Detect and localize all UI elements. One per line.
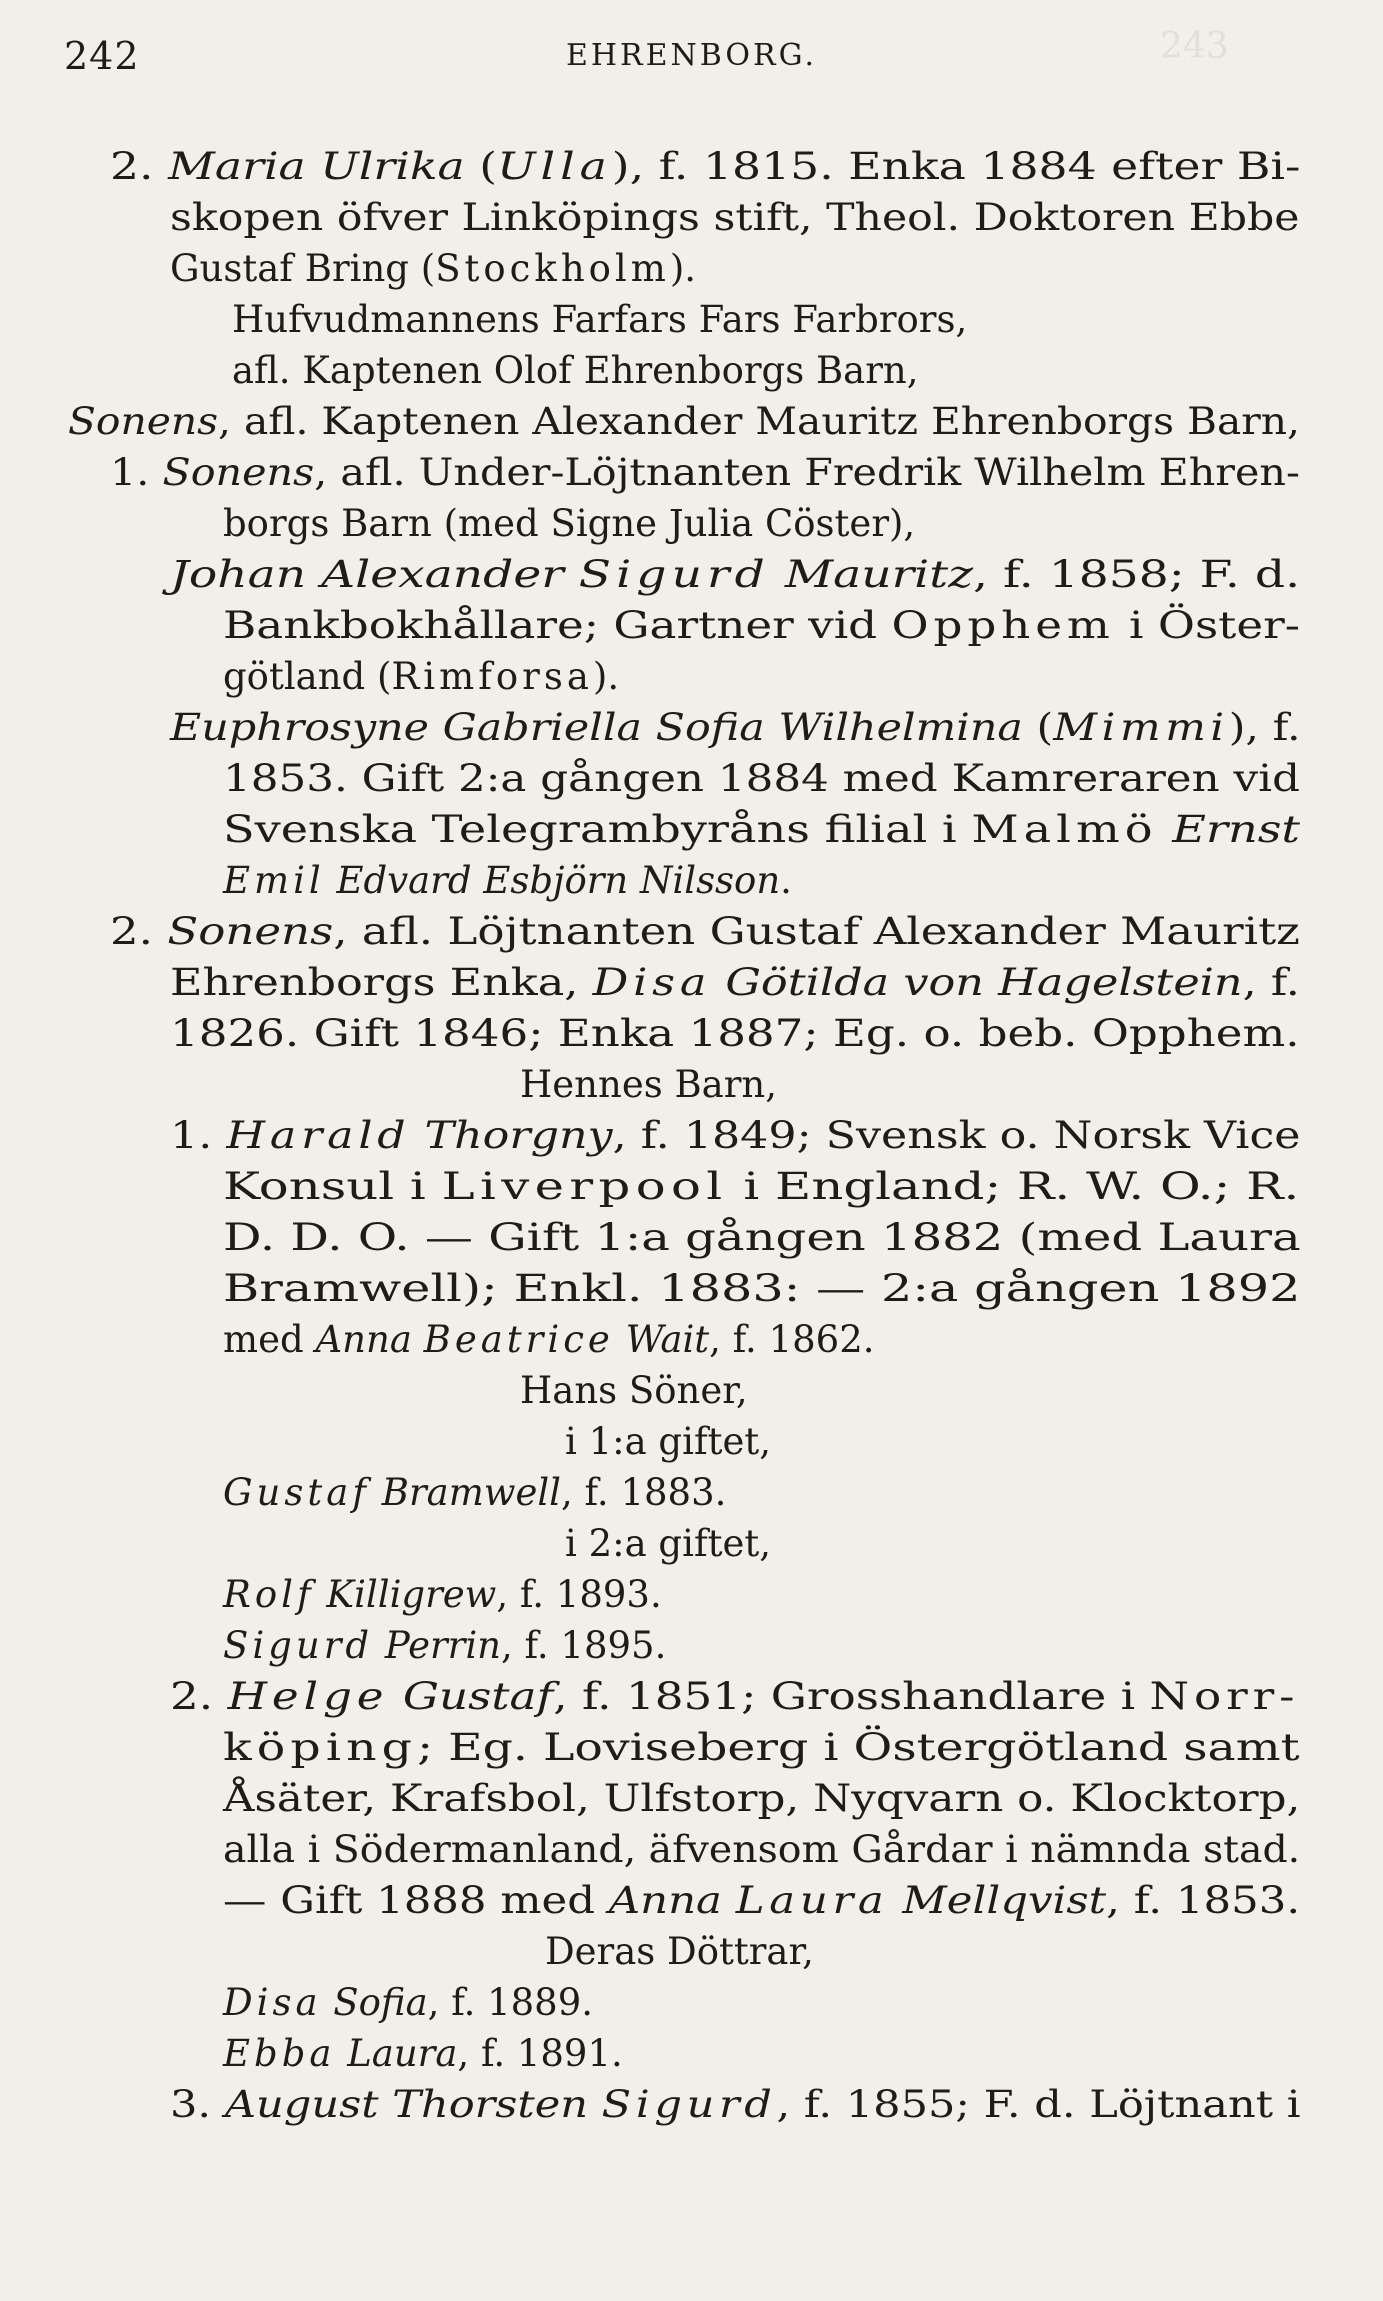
italic-name: Helge — [227, 1675, 389, 1718]
italic-name: Harald — [226, 1114, 411, 1157]
text-segment: Stockholm — [435, 247, 670, 290]
text-line — [223, 1315, 875, 1367]
text-line — [170, 550, 1300, 602]
running-head: EHRENBORG. — [565, 38, 817, 73]
text-segment: i Öster- — [1114, 604, 1301, 647]
text-segment: i England; R. W. O.; R. — [727, 1165, 1300, 1208]
text-line — [223, 754, 1300, 806]
text-segment: , f. 1889. — [427, 1981, 594, 2024]
text-segment: skopen öfver Linköpings stift, Theol. Doktoren Ebbe — [170, 196, 1300, 239]
text-segment — [1158, 808, 1173, 851]
text-segment: — Gift 1888 med — [223, 1879, 609, 1922]
text-line — [565, 1519, 771, 1571]
italic-name: Gustaf — [388, 1675, 554, 1718]
italic-name: Sigurd — [601, 2083, 777, 2126]
italic-name: Ernst — [1172, 808, 1300, 851]
text-line — [170, 1111, 1301, 1163]
text-segment: 1853. Gift 2:a gången 1884 med Kamreraren vid — [223, 757, 1301, 800]
text-segment: . — [780, 859, 792, 902]
text-line — [223, 1213, 1301, 1265]
text-segment: 1. — [170, 1114, 227, 1157]
italic-name: Mimmi — [1053, 706, 1229, 749]
text-segment: D. D. O. — Gift 1:a gången 1882 (med Laura — [223, 1216, 1301, 1259]
italic-name: Disa — [223, 1981, 322, 2024]
text-line — [223, 1825, 1300, 1877]
text-segment: Konsul i — [223, 1165, 442, 1208]
text-segment: borgs Barn (med Signe Julia Cöster), — [223, 502, 916, 545]
text-segment: Opphem — [891, 604, 1115, 647]
italic-name: Gustaf — [223, 1471, 370, 1514]
text-line — [232, 346, 919, 398]
italic-name: Sofia — [321, 1981, 428, 2024]
text-segment — [412, 1318, 424, 1361]
italic-name: Perrin — [373, 1624, 502, 1667]
text-line — [223, 1723, 1300, 1775]
italic-name: Sigurd — [578, 553, 770, 596]
text-segment: 2. — [170, 1675, 228, 1718]
text-segment: , f. — [1242, 961, 1300, 1004]
italic-name: Anna — [608, 1879, 722, 1922]
text-segment: afl. Kaptenen Olof Ehrenborgs Barn, — [232, 349, 919, 392]
text-segment: Gustaf Bring ( — [170, 247, 436, 290]
text-segment: 3. — [170, 2083, 225, 2126]
text-segment: Hufvudmannens Farfars Fars Farbrors, — [232, 298, 968, 341]
text-line — [223, 1876, 1300, 1928]
text-line — [223, 1978, 593, 2030]
italic-name: Thorgny — [410, 1114, 613, 1157]
text-segment: ( — [464, 145, 498, 188]
text-segment: alla i Södermanland, äfvensom Gårdar i nämnda stad. — [223, 1828, 1301, 1871]
text-segment: , f. 1855; F. d. Löjtnant i — [776, 2083, 1301, 2126]
text-line — [223, 601, 1300, 653]
text-segment: , f. 1883. — [561, 1471, 727, 1514]
text-segment: , f. 1858; F. d. — [973, 553, 1301, 596]
text-segment: köping — [223, 1726, 418, 1769]
text-line — [170, 244, 696, 296]
text-segment: i 2:a giftet, — [565, 1522, 772, 1565]
text-segment: Bankbokhållare; Gartner vid — [223, 604, 892, 647]
text-line — [170, 1672, 1299, 1724]
text-line — [223, 652, 619, 704]
text-segment: Svenska Telegrambyråns filial i — [223, 808, 972, 851]
italic-name: Emil — [223, 859, 325, 902]
italic-name: Sonens — [68, 400, 219, 443]
text-line — [223, 805, 1300, 857]
text-segment: Hans Söner, — [520, 1369, 748, 1412]
text-segment: ). — [592, 655, 620, 698]
italic-name: Euphrosyne Gabriella Sofia Wilhelmina — [170, 706, 1023, 749]
italic-name: Beatrice — [423, 1318, 614, 1361]
italic-name: Sonens — [167, 910, 334, 953]
italic-name: Anna — [315, 1318, 412, 1361]
text-line — [223, 1264, 1301, 1316]
text-line — [520, 1060, 777, 1112]
text-segment: Ehrenborgs Enka, — [170, 961, 593, 1004]
text-line — [110, 142, 1300, 194]
text-segment: med — [223, 1318, 316, 1361]
italic-name: Mellqvist — [888, 1879, 1107, 1922]
text-segment: ), f. 1815. Enka 1884 efter Bi- — [611, 145, 1301, 188]
text-segment: , f. 1893. — [496, 1573, 662, 1616]
text-segment: , f. 1895. — [501, 1624, 667, 1667]
text-segment: Hennes Barn, — [520, 1063, 777, 1106]
italic-name: Killigrew — [314, 1573, 497, 1616]
italic-name: August Thorsten — [224, 2083, 602, 2126]
text-segment: , f. 1862. — [709, 1318, 875, 1361]
text-line — [170, 2080, 1301, 2132]
text-segment: Norr- — [1149, 1675, 1300, 1718]
text-segment: 2. — [110, 145, 169, 188]
text-line — [170, 958, 1300, 1010]
text-line — [110, 448, 1300, 500]
text-line — [223, 1162, 1299, 1214]
text-segment: , f. 1849; Svensk o. Norsk Vice — [612, 1114, 1301, 1157]
text-line — [223, 1468, 726, 1520]
italic-name: Maria Ulrika — [168, 145, 465, 188]
italic-name: Ebba — [223, 2032, 336, 2075]
text-segment: 1. — [110, 451, 163, 494]
text-line — [68, 397, 1300, 449]
text-segment: Malmö — [971, 808, 1158, 851]
text-segment: , afl. Löjtnanten Gustaf Alexander Mauritz — [333, 910, 1300, 953]
text-line — [110, 907, 1300, 959]
text-line — [170, 703, 1301, 755]
italic-name: Johan Alexander — [170, 553, 579, 596]
text-segment: , afl. Under-Löjtnanten Fredrik Wilhelm Ehren- — [314, 451, 1300, 494]
text-line — [223, 1774, 1300, 1826]
page-number: 242 — [64, 34, 140, 78]
italic-name: Ulla — [497, 145, 612, 188]
text-line — [565, 1417, 771, 1469]
text-segment: Rimforsa — [391, 655, 593, 698]
italic-name: Laura — [335, 2032, 458, 2075]
text-line — [170, 193, 1300, 245]
italic-name: Rolf — [223, 1573, 315, 1616]
text-segment: , f. 1853. — [1106, 1879, 1301, 1922]
text-segment: ), f. — [1228, 706, 1301, 749]
text-segment: i 1:a giftet, — [565, 1420, 772, 1463]
italic-name: Götilda von Hagelstein — [711, 961, 1243, 1004]
bleed-through-text: 243 — [1160, 26, 1229, 67]
text-segment: , afl. Kaptenen Alexander Mauritz Ehrenborgs Barn, — [218, 400, 1300, 443]
text-line — [223, 499, 915, 551]
text-line — [223, 1621, 666, 1673]
text-segment: götland ( — [223, 655, 392, 698]
text-line — [545, 1927, 814, 1979]
text-line — [223, 856, 792, 908]
italic-name: Mauritz — [769, 553, 974, 596]
text-segment: Åsäter, Krafsbol, Ulfstorp, Nyqvarn o. Klocktorp, — [223, 1777, 1301, 1820]
text-segment: 2. — [110, 910, 168, 953]
text-segment: Liverpool — [441, 1165, 728, 1208]
italic-name: Disa — [592, 961, 712, 1004]
text-segment: 1826. Gift 1846; Enka 1887; Eg. o. beb. Opphem. — [170, 1012, 1300, 1055]
text-segment — [722, 1879, 736, 1922]
italic-name: Edvard Esbjörn Nilsson — [324, 859, 781, 902]
text-line — [232, 295, 967, 347]
text-line — [223, 2029, 623, 2081]
page-header — [64, 34, 1319, 84]
text-line — [170, 1009, 1300, 1061]
text-segment: , f. 1891. — [457, 2032, 623, 2075]
text-segment: ( — [1022, 706, 1054, 749]
italic-name: Sonens — [162, 451, 315, 494]
text-segment: Deras Döttrar, — [545, 1930, 814, 1973]
text-line — [520, 1366, 748, 1418]
text-segment: Bramwell); Enkl. 1883: — 2:a gången 1892 — [223, 1267, 1301, 1310]
italic-name: Laura — [735, 1879, 889, 1922]
italic-name: Bramwell — [370, 1471, 562, 1514]
text-segment: , f. 1851; Grosshandlare i — [553, 1675, 1150, 1718]
italic-name: Sigurd — [223, 1624, 374, 1667]
text-line — [223, 1570, 662, 1622]
text-segment: ). — [669, 247, 697, 290]
text-segment: ; Eg. Loviseberg i Östergötland samt — [417, 1726, 1300, 1769]
italic-name: Wait — [613, 1318, 710, 1361]
